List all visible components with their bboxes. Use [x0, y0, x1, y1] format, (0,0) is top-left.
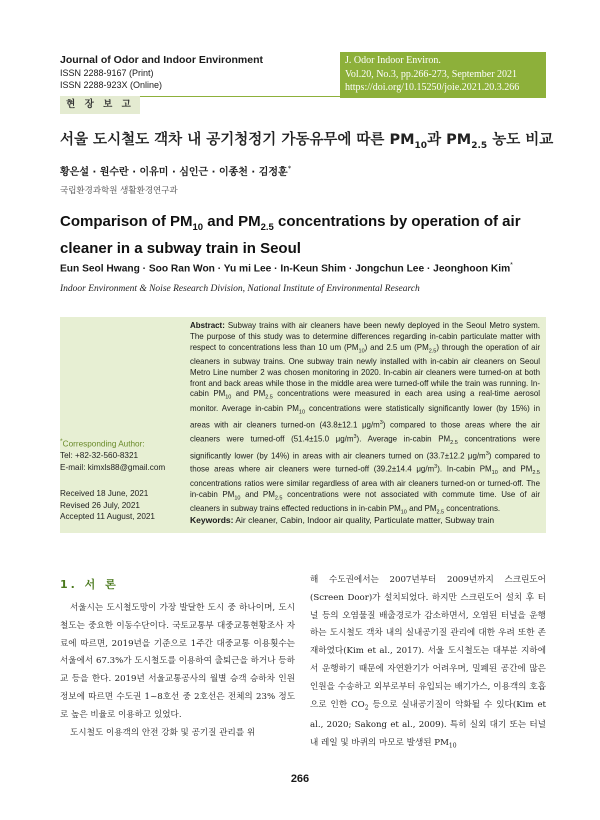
- abstract-sub: 2.5: [265, 394, 273, 401]
- page-number: 266: [290, 773, 310, 785]
- intro-paragraph-2: 도시철도 이용객의 안전 강화 및 공기질 관리를 위: [70, 727, 256, 738]
- corresponding-info: [60, 436, 180, 473]
- abstract-sub: 10: [491, 470, 498, 477]
- corresponding-label-text: Corresponding Author:: [62, 439, 145, 449]
- authors-en-names: Eun Seol Hwang · Soo Ran Won · Yu mi Lee · In-Keun Shim · Jongchun Lee · Jeonghoon Kim: [60, 263, 511, 275]
- title-korean: [60, 130, 554, 156]
- issn-print: ISSN 2288-9167 (Print): [60, 68, 154, 78]
- abstract-sup: 3: [379, 420, 383, 427]
- date-received: Received 18 June, 2021: [60, 489, 149, 498]
- abstract-sub: 10: [298, 409, 306, 416]
- abstract-seg: and PM: [231, 389, 266, 399]
- abstract-sup: 3: [434, 464, 438, 470]
- title-en-part2: and PM: [203, 213, 261, 230]
- abstract-seg: ). Average in-cabin PM: [356, 434, 451, 444]
- affiliation-korean: 국립환경과학원 생활환경연구과: [60, 186, 178, 196]
- journal-abbrev: J. Odor Indoor Environ.: [345, 55, 441, 66]
- abstract-sub: 2.5: [428, 348, 437, 355]
- abstract-seg: concentrations were measured in each area using a real-time aerosol monitor. Average in-cabin PM: [190, 389, 540, 413]
- abstract-text: [190, 321, 540, 519]
- title-ko-part1: 서울 도시철도 객차 내 공기청정기 가동유무에 따른 PM: [60, 132, 415, 148]
- abstract-seg: ) and 2.5 um (PM: [364, 342, 429, 352]
- abstract-seg: ) through the operation of air cleaners in subway trains. One subway train newly installed with in-cabin air cleaners on Seoul Metro Line number 2 was chosen monitoring in 2020. In-cabin air cleaners were turned-on at both front and back areas while those in the middle area were turned-off while the train was running. In-cabin PM: [190, 342, 540, 399]
- abstract-seg: Subway trains with air cleaners have been newly deployed in the Seoul Metro system. The purpose of this study was to determine differences regarding in-cabin particulate matter with respect to concentrations less than 10 um (PM: [190, 321, 540, 352]
- intro-p3-seg: 해 수도권에서는 2007년부터 2009년까지 스크린도어(Screen Door)가 설치되었다. 하지만 스크린도어 설치 후 터널 등의 오염물질 배출경로가 감소하면서, 오염된 터널을 운행하는 도시철도 객차 내의 실내공기질 관리에 대한 우려 또한 존재하였다(Kim et al., 2017). 서울 도시철도는 대부분 지하에서 운행하기 때문에 자연환기가 어려우며, 밀폐된 공간에 많은 인원을 수송하고 외부로부터 유입되는 배기가스, 이용객의 호흡으로 인한 CO: [310, 575, 546, 710]
- title-en-sub1: 10: [192, 222, 204, 233]
- title-ko-sub1: 10: [414, 140, 428, 151]
- volume-info: Vol.20, No.3, pp.266-273, September 2021: [345, 68, 518, 80]
- abstract-seg: ). In-cabin PM: [437, 464, 492, 474]
- abstract-sub: 10: [358, 348, 365, 355]
- intro-p3-sub: 2: [364, 704, 369, 712]
- issn-online: ISSN 2288-923X (Online): [60, 80, 163, 90]
- abstract-seg: ) compared to those areas where air cleaners were turned-off (39.2±14.4 μg/m: [190, 451, 540, 474]
- abstract-label: Abstract:: [190, 321, 225, 330]
- section-heading-introduction: 1. 서 론: [60, 578, 119, 591]
- abstract-sub: 2.5: [450, 439, 458, 446]
- title-en-part1: Comparison of PM: [60, 213, 193, 230]
- abstract-seg: and PM: [497, 464, 533, 474]
- keywords: [190, 515, 546, 525]
- abstract-sub: 2.5: [436, 509, 445, 516]
- abstract-seg: concentrations ratios were similar regardless of area with air cleaners turned-on or turned-off. The in-cabin PM: [190, 479, 540, 499]
- intro-p3-seg: 등으로 실내공기질이 악화될 수 있다(Kim et al., 2020; Sakong et al., 2009). 특히 실외 대기 또는 터널 내 레일 및 바퀴의 마모로 발생된 PM: [310, 699, 546, 748]
- intro-paragraph-1: 서울시는 도시철도망이 가장 발달한 도시 중 하나이며, 도시철도는 중요한 이동수단이다. 국토교통부 대중교통현황조사 자료에 따르면, 2019년을 기준으로 1주간 대중교통 이용횟수는 서울에서 67.3%가 도시철도를 이용하여 출퇴근을 하거나 등하교 등을 한다. 2019년 서울교통공사의 월별 승객 승하차 인원정보에 따르면 수도권 1~8호선 중 2호선은 전체의 23% 정도로 높은 비율로 이용하고 있었다.: [60, 603, 295, 720]
- title-ko-part2: 과 PM: [427, 132, 472, 148]
- journal-header: [60, 54, 335, 96]
- title-en-part3: concentrations by operation of air cleaner in a subway train in Seoul: [60, 213, 521, 257]
- date-accepted: Accepted 11 August, 2021: [60, 512, 155, 521]
- affiliation-english: Indoor Environment & Noise Research Division, National Institute of Environmental Research: [60, 284, 420, 294]
- abstract-seg: and PM: [240, 489, 275, 499]
- keywords-text: Air cleaner, Cabin, Indoor air quality, Particulate matter, Subway train: [233, 515, 495, 525]
- abstract-seg: concentrations were statistically significantly lower (by 15%) in areas with air cleaners turned-on (43.8±12.1 μg/m: [190, 403, 540, 430]
- authors-korean: [60, 163, 546, 178]
- title-ko-part3: 농도 비교: [487, 132, 554, 148]
- intro-p3-sub: 10: [448, 742, 457, 750]
- title-english: [60, 211, 546, 259]
- abstract-sup: 3: [353, 433, 357, 440]
- authors-english: [60, 262, 546, 274]
- abstract-sub: 10: [234, 495, 241, 502]
- corresponding-tel: Tel: +82-32-560-8321: [60, 451, 139, 461]
- corresponding-label: [60, 436, 180, 450]
- date-revised: Revised 26 July, 2021: [60, 500, 140, 510]
- corresponding-mark: *: [60, 438, 63, 445]
- title-ko-sub2: 2.5: [471, 140, 488, 151]
- authors-ko-mark: *: [287, 164, 292, 173]
- abstract-seg: concentrations were not associated with commute time. Use of air cleaners in subway trains effected reductions in in-cabin PM: [190, 489, 540, 514]
- abstract-sup: 3: [485, 450, 489, 457]
- body-column-left: [60, 600, 295, 742]
- abstract-sub: 2.5: [274, 495, 283, 502]
- authors-ko-names: 황은설 · 원수란 · 이유미 · 심인근 · 이종천 · 김정훈: [60, 167, 288, 178]
- abstract-seg: and PM: [406, 504, 437, 514]
- abstract-seg: ) compared to those areas where the air cleaners were turned-off (51.4±15.0 μg/m: [190, 420, 540, 444]
- body-column-right: [310, 572, 546, 755]
- journal-name: Journal of Odor and Indoor Environment: [60, 54, 264, 66]
- title-en-sub2: 2.5: [260, 222, 274, 233]
- intro-paragraph-3: [310, 572, 546, 755]
- corresponding-email[interactable]: E-mail: kimxls88@gmail.com: [60, 462, 166, 472]
- authors-en-mark: *: [510, 262, 513, 269]
- article-type-badge: 현 장 보 고: [60, 96, 140, 114]
- article-dates: [60, 488, 180, 523]
- doi-link[interactable]: https://doi.org/10.15250/joie.2021.20.3.266: [345, 82, 520, 93]
- abstract-sub: 2.5: [532, 470, 540, 477]
- keywords-label: Keywords:: [190, 515, 234, 525]
- abstract-sub: 10: [225, 394, 232, 401]
- abstract-sub: 10: [400, 509, 407, 516]
- citation-box: [340, 52, 546, 98]
- abstract-seg: concentrations.: [444, 504, 501, 514]
- abstract-seg: concentrations were significantly lower (by 14%) in areas with air cleaners turned on (33.7±12.2 μg/m: [190, 434, 540, 461]
